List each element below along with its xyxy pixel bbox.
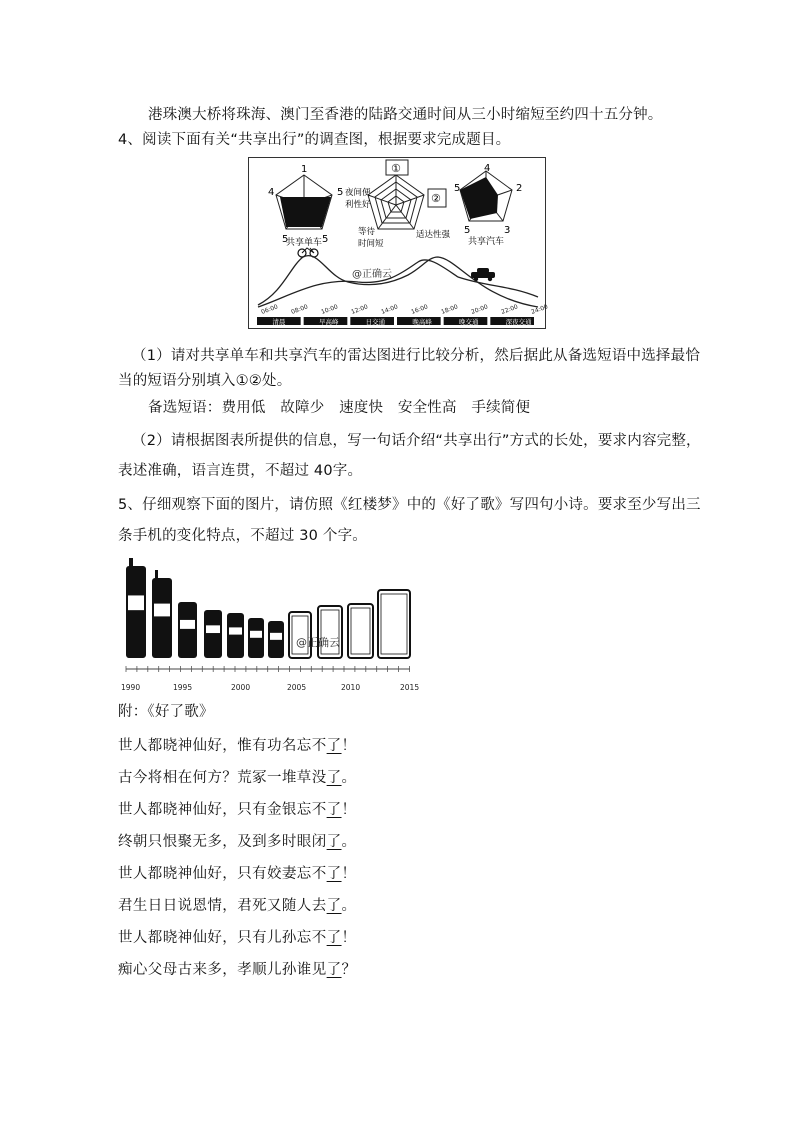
box-1-label: ① <box>391 162 401 175</box>
poem-line-underlined: 了 <box>326 962 342 978</box>
poem-line-underlined: 了 <box>326 834 342 850</box>
time-tick-label: 08:00 <box>290 303 309 316</box>
poem-line <box>118 926 356 947</box>
time-tick-label: 16:00 <box>410 303 429 316</box>
bike-score-right: 5 <box>337 187 344 198</box>
bridge-sentence: 港珠澳大桥将珠海、澳门至香港的陆路交通时间从三小时缩短至约四十五分钟。 <box>148 107 663 123</box>
phone-screen <box>351 608 370 654</box>
poem-line-text: 世人都晓神仙好，只有姣妻忘不 <box>118 866 327 882</box>
poem-line-text: 世人都晓神仙好，只有金银忘不 <box>118 802 327 818</box>
poem-line-underlined: 了 <box>326 930 342 946</box>
poem-line-punct: ！ <box>341 738 357 754</box>
axis-wait-2: 时间短 <box>358 239 384 249</box>
phone-screen <box>154 604 170 617</box>
poem-line-text: 世人都晓神仙好，只有儿孙忘不 <box>118 930 327 946</box>
shared-travel-svg <box>248 157 549 329</box>
bike-score-bottom-left: 5 <box>282 234 289 245</box>
car-score-bottom-right: 3 <box>504 225 511 236</box>
q5-line2: 条手机的变化特点，不超过 30 个字。 <box>118 528 367 544</box>
time-tick-label: 10:00 <box>320 303 339 316</box>
poem-line-underlined: 了 <box>326 898 342 914</box>
time-tick-label: 22:00 <box>500 303 519 316</box>
timeline-year: 1990 <box>121 683 141 692</box>
q4-1-line1: （1）请对共享单车和共享汽车的雷达图进行比较分析，然后据此从备选短语中选择最恰 <box>132 348 701 364</box>
box-2-label: ② <box>431 192 441 205</box>
poem-line <box>118 766 356 787</box>
phone-icon <box>204 610 222 658</box>
poem-line-text: 世人都晓神仙好，惟有功名忘不 <box>118 738 327 754</box>
q4-2-line1: （2）请根据图表所提供的信息，写一句话介绍“共享出行”方式的长处，要求内容完整， <box>132 433 701 449</box>
car-score-bottom-left: 5 <box>464 225 471 236</box>
phone-icon <box>178 602 197 658</box>
time-tick-label: 14:00 <box>380 303 399 316</box>
poem-line-punct: 。 <box>341 898 357 914</box>
poem-line-punct: 。 <box>341 770 357 786</box>
timeline-year: 2000 <box>231 683 251 692</box>
phone-screen <box>206 625 220 633</box>
car-label: 共享汽车 <box>468 237 505 247</box>
time-tick-label: 24:00 <box>530 303 549 316</box>
poem-line <box>118 862 356 883</box>
watermark-2: @正确云 <box>296 636 340 649</box>
axis-reach: 适达性强 <box>416 230 451 240</box>
car-score-top: 4 <box>484 163 491 174</box>
poem-line-text: 君生日日说恩情，君死又随人去 <box>118 898 327 914</box>
phone-icon <box>227 613 244 658</box>
watermark-1: @正确云 <box>352 269 392 280</box>
poem-line-punct: ！ <box>341 930 357 946</box>
poem-line <box>118 734 356 755</box>
phone-screen <box>229 627 242 634</box>
phone-screen <box>270 633 282 640</box>
poem-line-underlined: 了 <box>326 866 342 882</box>
poem-line-underlined: 了 <box>326 770 342 786</box>
time-tick-label: 06:00 <box>260 303 279 316</box>
phone-icon <box>248 618 264 658</box>
phone-screen <box>180 620 195 629</box>
q5-line1: 5、仔细观察下面的图片，请仿照《红楼梦》中的《好了歌》写四句小诗。要求至少写出三 <box>118 497 701 513</box>
poem-line <box>118 830 356 851</box>
time-band-label: 清晨 <box>272 318 286 326</box>
car-score-left: 5 <box>454 183 461 194</box>
phone-icon <box>126 566 146 658</box>
bike-score-bottom-right: 5 <box>322 234 329 245</box>
poem-line <box>118 798 356 819</box>
time-band-label: 日交通 <box>365 318 386 326</box>
poem-line-punct: ？ <box>341 962 357 978</box>
timeline-year: 2005 <box>287 683 307 692</box>
poem-line-punct: ！ <box>341 866 357 882</box>
question-4-title: 4、阅读下面有关“共享出行”的调查图，根据要求完成题目。 <box>118 132 511 148</box>
poem-line <box>118 958 356 979</box>
timeline-year: 2015 <box>400 683 420 692</box>
time-band-label: 深夜交通 <box>505 318 532 326</box>
poem-line-text: 古今将相在何方？荒冢一堆草没 <box>118 770 327 786</box>
bike-score-top: 1 <box>301 164 308 175</box>
bike-score-left: 4 <box>268 187 275 198</box>
timeline-year: 2010 <box>341 683 361 692</box>
axis-wait-1: 等待 <box>358 227 376 237</box>
time-tick-label: 20:00 <box>470 303 489 316</box>
timeline-year: 1995 <box>173 683 193 692</box>
q4-options: 备选短语：费用低 故障少 速度快 安全性高 手续简便 <box>148 400 531 416</box>
shared-travel-figure <box>248 157 549 329</box>
poem-line-text: 终朝只恨聚无多，及到多时眼闭 <box>118 834 327 850</box>
poem-line-punct: 。 <box>341 834 357 850</box>
phone-icon <box>152 578 172 658</box>
time-band-label: 晚高峰 <box>412 318 432 326</box>
timeline-years <box>121 683 419 692</box>
phones-group <box>126 558 410 658</box>
phones-svg <box>118 558 423 698</box>
time-band-label: 晚交通 <box>459 318 479 326</box>
poem-line-punct: ！ <box>341 802 357 818</box>
q4-2-line2: 表述准确，语言连贯，不超过 40字。 <box>118 463 363 479</box>
bike-label: 共享单车 <box>286 238 323 248</box>
car-score-right: 2 <box>516 183 523 194</box>
phones-figure <box>118 558 423 698</box>
phone-screen <box>381 594 407 654</box>
phone-screen <box>128 595 144 610</box>
poem-line-text: 痴心父母古来多，孝顺儿孙谁见 <box>118 962 327 978</box>
poem-line-underlined: 了 <box>326 802 342 818</box>
time-band-label: 早高峰 <box>319 318 339 326</box>
appendix-title: 附：《好了歌》 <box>118 704 214 720</box>
poem-line-underlined: 了 <box>326 738 342 754</box>
time-tick-label: 12:00 <box>350 303 369 316</box>
q4-1-line2: 当的短语分别填入①②处。 <box>118 373 292 389</box>
axis-convenience-2: 利性好 <box>345 200 371 210</box>
poem-line <box>118 894 356 915</box>
axis-convenience-1: 夜间便 <box>345 188 371 198</box>
time-tick-label: 18:00 <box>440 303 459 316</box>
phone-screen <box>250 631 262 638</box>
